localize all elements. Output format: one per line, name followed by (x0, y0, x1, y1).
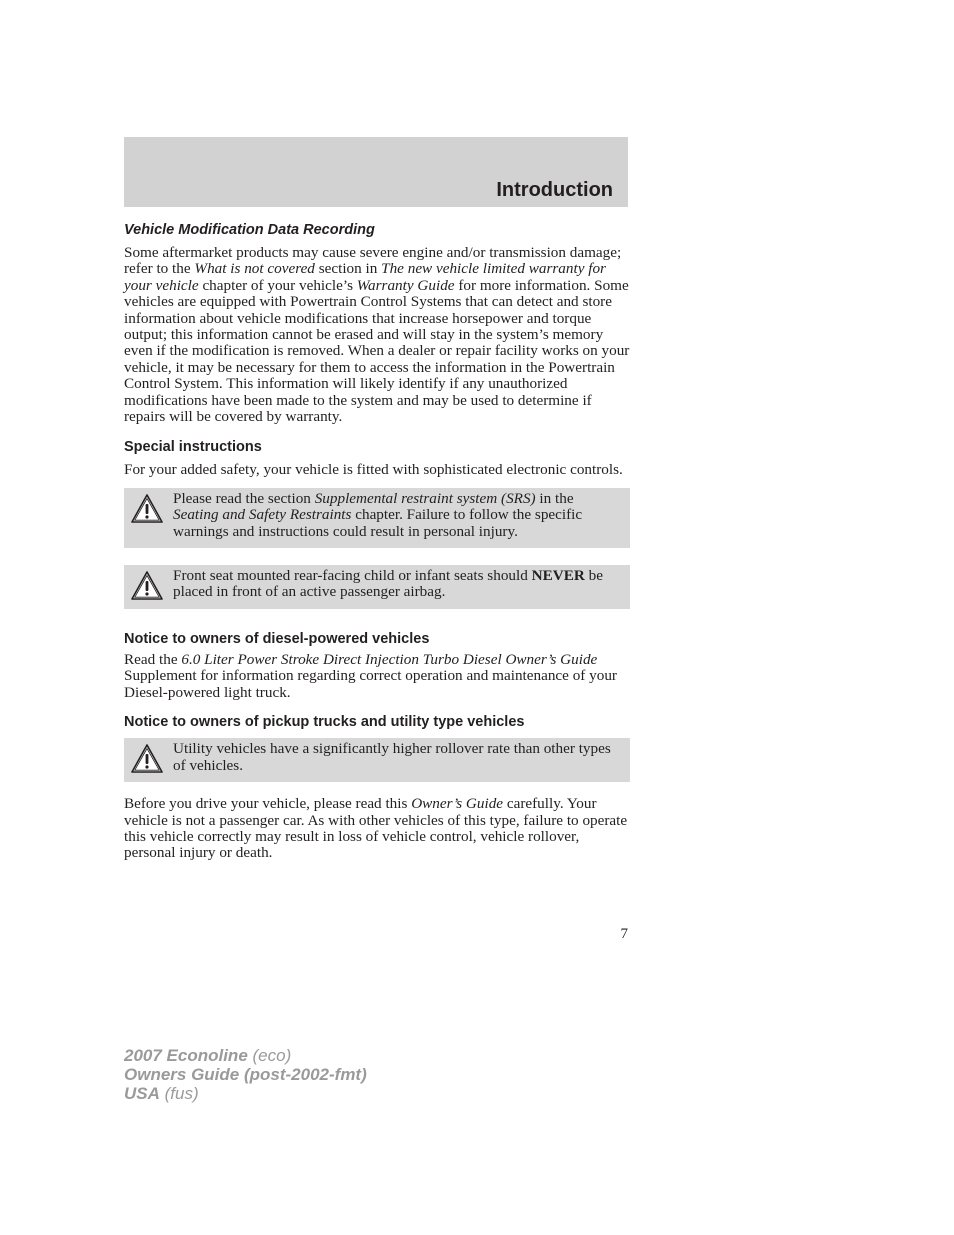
text-run: Please read the section (173, 489, 315, 507)
heading-special-instructions: Special instructions (124, 439, 262, 456)
text-run: for more information. Some vehicles are equipped with Powertrain Control Systems that can detect and store information about vehicle modifications that increase horsepower and torque output; this information cannot be erased and will stay in the system’s memory even if the modification is removed. When a dealer or repair facility works on your vehicle, it may be necessary for them to access the information in the Powertrain Control System. This information will likely identify if any unauthorized modifications have been made to the system and may be used to determine if repairs will be covered by warranty. (124, 276, 630, 426)
footer-line-guide (124, 1065, 367, 1084)
text-run: be placed in front of an active passenger airbag. (173, 566, 603, 601)
footer-market: USA (124, 1084, 160, 1103)
heading-vehicle-modification: Vehicle Modification Data Recording (124, 222, 375, 238)
warning-box-rollover (124, 738, 630, 782)
text-run: Supplement for information regarding correct operation and maintenance of your Diesel-powered light truck. (124, 667, 617, 701)
footer-line-model (124, 1046, 367, 1065)
reference-seating-restraints: Seating and Safety Restraints (173, 506, 352, 524)
header-bar (124, 137, 628, 207)
page-title: Introduction (496, 179, 613, 201)
heading-pickup-utility-owners: Notice to owners of pickup trucks and utility type vehicles (124, 714, 525, 731)
footer-model: 2007 Econoline (124, 1046, 248, 1065)
warning-triangle-icon (130, 493, 164, 525)
page-number: 7 (620, 926, 628, 942)
text-run: Some aftermarket products may cause severe engine and/or transmission damage; refer to the (124, 244, 622, 278)
text-run: chapter of your vehicle’s (198, 276, 357, 294)
paragraph-pickup-utility-owners (124, 796, 630, 862)
text-run: section in (314, 260, 382, 278)
footer-guide: Owners Guide (post-2002-fmt) (124, 1065, 367, 1084)
reference-what-is-not-covered: What is not covered (194, 260, 315, 278)
emphasis-never: NEVER (531, 566, 585, 584)
paragraph-vehicle-modification (124, 245, 630, 425)
warning-triangle-icon (130, 743, 164, 775)
text-run: Front seat mounted rear-facing child or infant seats should (173, 566, 532, 584)
text-run: Read the (124, 650, 182, 668)
reference-srs: Supplemental restraint system (SRS) (314, 489, 536, 507)
reference-diesel-guide: 6.0 Liter Power Stroke Direct Injection Turbo Diesel Owner’s Guide (181, 650, 598, 668)
footer-line-market (124, 1084, 367, 1103)
page-content (124, 220, 630, 862)
text-run: Before you drive your vehicle, please read this (124, 795, 412, 813)
reference-owners-guide: Owner’s Guide (411, 795, 504, 813)
heading-diesel-owners: Notice to owners of diesel-powered vehicles (124, 630, 430, 647)
text-run: chapter. Failure to follow the specific warnings and instructions could result in personal injury. (173, 506, 583, 541)
warning-triangle-icon (130, 570, 164, 602)
paragraph-special-instructions: For your added safety, your vehicle is fitted with sophisticated electronic controls. (124, 461, 623, 479)
warning-box-child-seats (124, 565, 630, 609)
footer-model-code: (eco) (247, 1046, 292, 1065)
paragraph-diesel-owners (124, 652, 630, 701)
reference-warranty-guide: Warranty Guide (356, 276, 455, 294)
warning-box-srs (124, 488, 630, 548)
reference-new-vehicle-warranty: The new vehicle limited warranty for your vehicle (124, 260, 606, 294)
text-run: carefully. Your vehicle is not a passenger car. As with other vehicles of this type, failure to operate this vehicle correctly may result in loss of vehicle control, vehicle rollover, personal injury or death. (124, 795, 628, 862)
warning-text: Utility vehicles have a significantly higher rollover rate than other types of vehicles. (173, 740, 611, 774)
text-run: in the (535, 489, 574, 507)
document-footer (124, 1046, 367, 1103)
footer-market-code: (fus) (159, 1084, 199, 1103)
